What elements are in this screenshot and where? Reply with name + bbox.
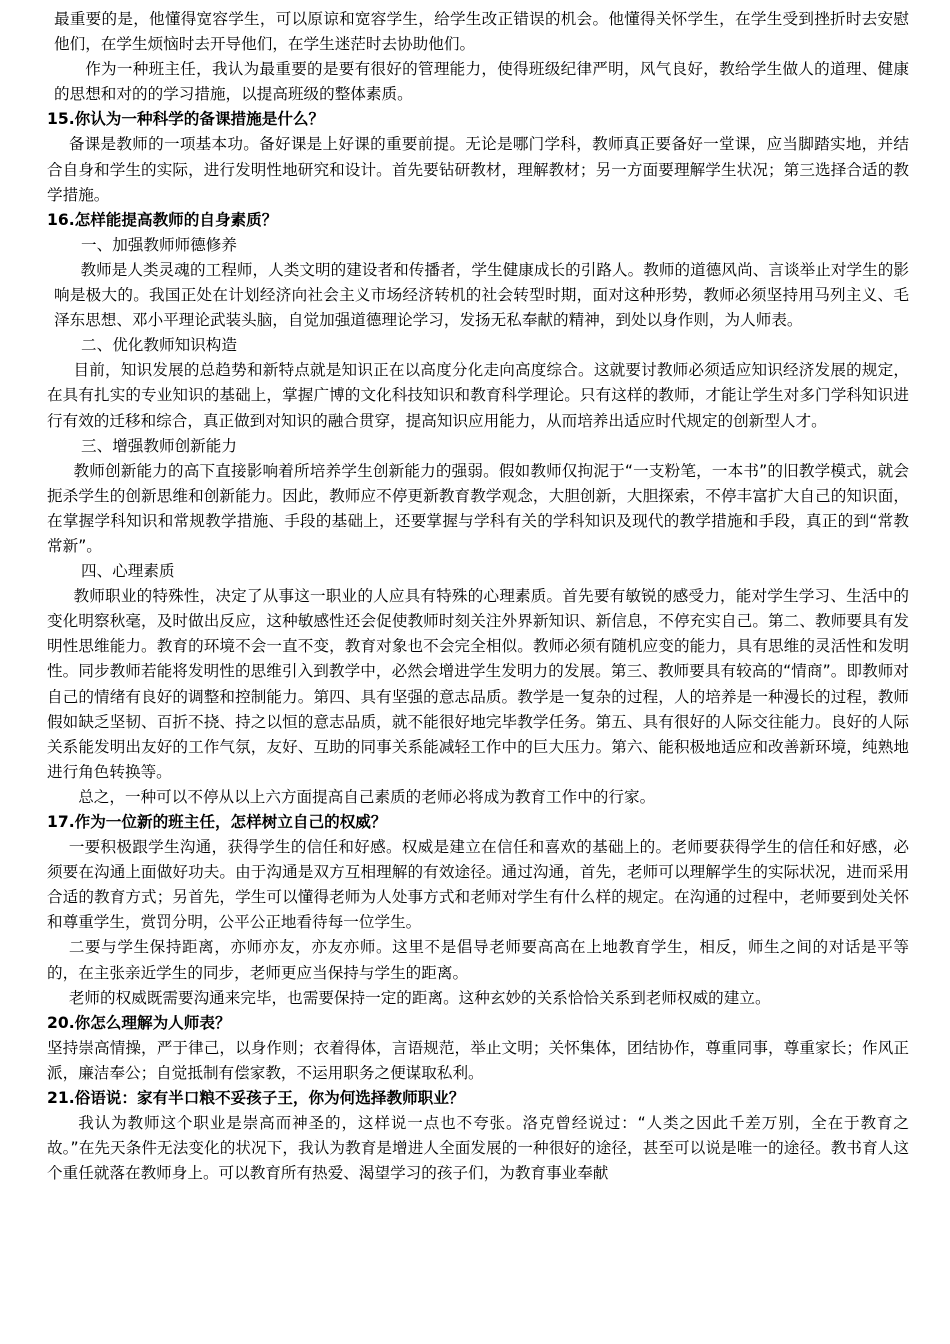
- paragraph: 备课是教师的一项基本功。备好课是上好课的重要前提。无论是哪门学科，教师真正要备好一堂课，应当脚踏实地，并结合自身和学生的实际，进行发明性地研究和设计。首先要钻研教材，理解教材；另一方面要理解学生状况；第三选择合适的教学措施。: [47, 135, 909, 204]
- section-subheading: 四、心理素质: [81, 562, 175, 581]
- paragraph: 老师的权威既需要沟通来完毕，也需要保持一定的距离。这种玄妙的关系恰恰关系到老师权威的建立。: [68, 988, 771, 1007]
- question-heading: 16.怎样能提高教师的自身素质？: [47, 210, 278, 229]
- paragraph: 教师是人类灵魂的工程师，人类文明的建设者和传播者，学生健康成长的引路人。教师的道德风尚、言谈举止对学生的影响是极大的。我国正处在计划经济向社会主义市场经济转机的社会转型时期，面对这种形势，教师必须坚持用马列主义、毛泽东思想、邓小平理论武装头脑，自觉加强道德理论学习，发扬无私奉献的精神，到处以身作则，为人师表。: [54, 260, 909, 330]
- question-heading: 20.你怎么理解为人师表？: [47, 1013, 231, 1032]
- paragraph: 二要与学生保持距离，亦师亦友，亦友亦师。这里不是倡导老师要高高在上地教育学生，相反，师生之间的对话是平等的，在主张亲近学生的同步，老师更应当保持与学生的距离。: [47, 938, 909, 982]
- paragraph: 作为一种班主任，我认为最重要的是要有很好的管理能力，使得班级纪律严明，风气良好，教给学生做人的道理、健康的思想和对的的学习措施，以提高班级的整体素质。: [54, 60, 909, 104]
- section-subheading: 一、加强教师师德修养: [81, 235, 237, 254]
- question-heading: 17.作为一位新的班主任，怎样树立自己的权威？: [47, 813, 387, 831]
- paragraph: 坚持崇高情操，严于律己，以身作则；衣着得体，言语规范，举止文明；关怀集体，团结协作，尊重同事，尊重家长；作风正派，廉洁奉公；自觉抵制有偿家教，不运用职务之便谋取私利。: [47, 1038, 909, 1082]
- question-heading: 15.你认为一种科学的备课措施是什么？: [47, 110, 325, 129]
- paragraph: 一要积极跟学生沟通，获得学生的信任和好感。权威是建立在信任和喜欢的基础上的。老师要获得学生的信任和好感，必须要在沟通上面做好功夫。由于沟通是双方互相理解的有效途径。通过沟通，首先，老师可以理解学生的实际状况，进而采用合适的教育方式；另首先，学生可以懂得老师为人处事方式和老师对学生有什么样的规定。在沟通的过程中，老师要到处关怀和尊重学生，赏罚分明，公平公正地看待每一位学生。: [47, 838, 909, 932]
- question-heading: 21.俗语说：家有半口粮不妥孩子王，你为何选择教师职业？: [47, 1089, 465, 1108]
- paragraph: 教师创新能力的高下直接影响着所培养学生创新能力的强弱。假如教师仅拘泥于“一支粉笔，一本书”的旧教学模式，就会扼杀学生的创新思维和创新能力。因此，教师应不停更新教育教学观念，大胆创新，大胆探索，不停丰富扩大自己的知识面，在掌握学科知识和常规教学措施、手段的基础上，还要掌握与学科有关的学科知识及现代的教学措施和手段，真正的到“常教常新”。: [47, 461, 909, 555]
- paragraph: 最重要的是，他懂得宽容学生，可以原谅和宽容学生，给学生改正错误的机会。他懂得关怀学生，在学生受到挫折时去安慰他们，在学生烦恼时去开导他们，在学生迷茫时去协助他们。: [54, 10, 909, 54]
- paragraph: 总之，一种可以不停从以上六方面提高自己素质的老师必将成为教育工作中的行家。: [78, 787, 656, 806]
- paragraph: 目前，知识发展的总趋势和新特点就是知识正在以高度分化走向高度综合。这就要讨教师必须适应知识经济发展的规定，在具有扎实的专业知识的基础上，掌握广博的文化科技知识和教育科学理论。只有这样的教师，才能让学生对多门学科知识进行有效的迁移和综合，真正做到对知识的融合贯穿，提高知识应用能力，从而培养出适应时代规定的创新型人才。: [47, 361, 909, 430]
- section-subheading: 二、优化教师知识构造: [81, 336, 237, 355]
- section-subheading: 三、增强教师创新能力: [81, 436, 237, 455]
- paragraph: 我认为教师这个职业是崇高而神圣的，这样说一点也不夸张。洛克曾经说过：“人类之因此千差万别，全在于教育之故。”在先天条件无法变化的状况下，我认为教育是增进人全面发展的一种很好的途径，甚至可以说是唯一的途径。教书育人这个重任就落在教师身上。可以教育所有热爱、渴望学习的孩子们，为教育事业奉献: [47, 1114, 909, 1183]
- paragraph: 教师职业的特殊性，决定了从事这一职业的人应具有特殊的心理素质。首先要有敏锐的感受力，能对学生学习、生活中的变化明察秋毫，及时做出反应，这种敏感性还会促使教师时刻关注外界新知识、新信息，不停充实自己。第二、教师要具有发明性思维能力。教育的环境不会一直不变，教育对象也不会完全相似。教师必须有随机应变的能力，具有思维的灵活性和发明性。同步教师若能将发明性的思维引入到教学中，必然会增进学生发明力的发展。第三、教师要具有较高的“情商”。即教师对自己的情绪有良好的调整和控制能力。第四、具有坚强的意志品质。教学是一复杂的过程，人的培养是一种漫长的过程，教师假如缺乏坚韧、百折不挠、持之以恒的意志品质，就不能很好地完毕教学任务。第五、具有很好的人际交往能力。良好的人际关系能发明出友好的工作气氛，友好、互助的同事关系能减轻工作中的巨大压力。第六、能积极地适应和改善新环境，纯熟地进行角色转换等。: [47, 587, 909, 781]
